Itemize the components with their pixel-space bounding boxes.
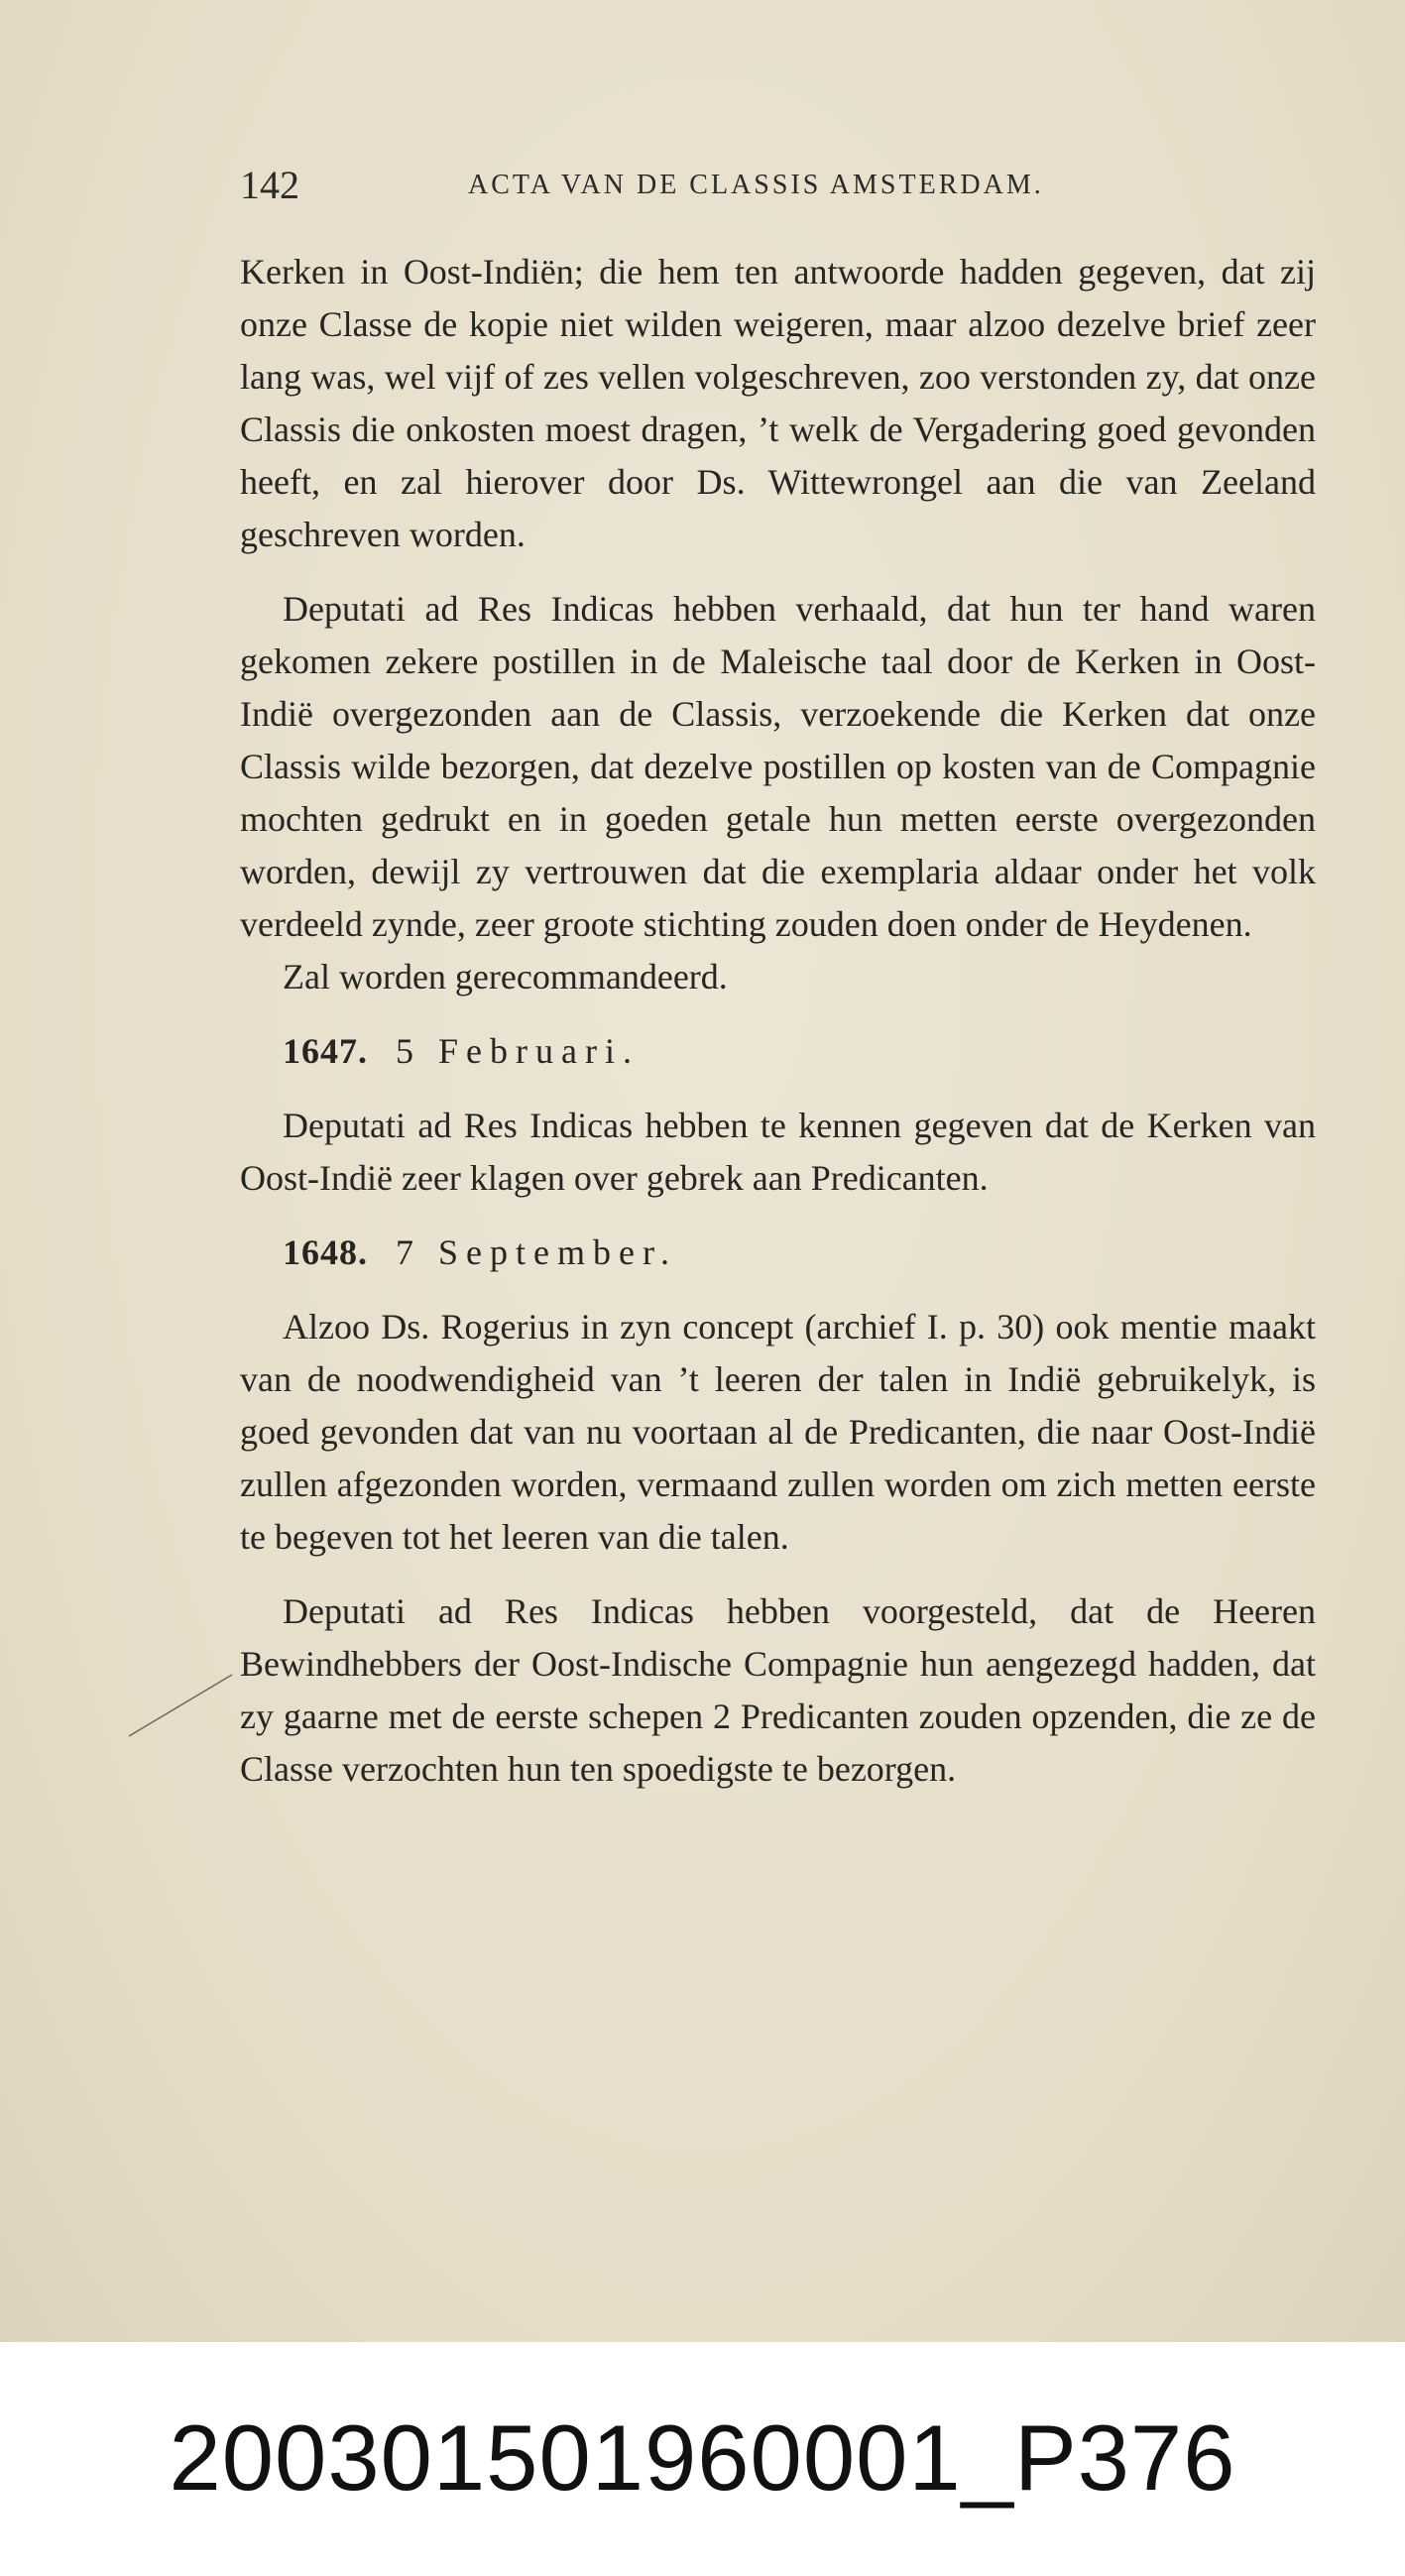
body-text — [240, 246, 1316, 1796]
paragraph-languages: Alzoo Ds. Rogerius in zyn concept (archief I. p. 30) ook mentie maakt van de noodwendigheid van ’t leeren der talen in Indië gebruikelyk, is goed gevonden dat van nu voortaan al de Predicanten, die naar Oost-Indië zullen afgezonden worden, vermaand zullen worden om zich metten eerste te begeven tot het leeren van die talen. — [240, 1307, 1316, 1557]
scan-identifier: 200301501960001_P376 — [169, 2405, 1236, 2510]
scan-footer — [0, 2342, 1405, 2576]
date-year: 1647. — [283, 1031, 368, 1071]
date-day-month: 5 Februari. — [396, 1031, 640, 1071]
paragraph-resolution: Zal worden gerecommandeerd. — [283, 957, 728, 996]
paragraph-postillen: Deputati ad Res Indicas hebben verhaald, dat hun ter hand waren gekomen zekere postillen in de Maleische taal door de Kerken in Oost-Indië overgezonden aan de Classis, verzoekende die Kerken dat onze Classis wilde bezorgen, dat dezelve postillen op kosten van de Compagnie mochten gedrukt en in goeden getale hun metten eerste overgezonden worden, dewijl zy vertrouwen dat die exemplaria aldaar onder het volk verdeeld zynde, zeer groote stichting zouden doen onder de Heydenen. — [240, 589, 1316, 944]
date-day-month: 7 September. — [396, 1232, 677, 1272]
paragraph-predicanten-shortage: Deputati ad Res Indicas hebben te kennen gegeven dat de Kerken van Oost-Indië zeer klagen over gebrek aan Predicanten. — [240, 1106, 1316, 1198]
paragraph-bewindhebbers: Deputati ad Res Indicas hebben voorgesteld, dat de Heeren Bewindhebbers der Oost-Indische Compagnie hun aengezegd hadden, dat zy gaarne met de eerste schepen 2 Predicanten zouden opzenden, die ze de Classe verzochten hun ten spoedigste te bezorgen. — [240, 1591, 1316, 1789]
running-title: ACTA VAN DE CLASSIS AMSTERDAM. — [468, 170, 1044, 200]
date-year: 1648. — [283, 1232, 368, 1272]
page-number: 142 — [240, 163, 299, 207]
date-heading-1647 — [240, 1025, 1316, 1078]
page-header — [240, 161, 1316, 210]
date-heading-1648 — [240, 1227, 1316, 1279]
pencil-margin-mark — [125, 1671, 234, 1740]
paragraph-continuation: Kerken in Oost-Indiën; die hem ten antwoorde hadden gegeven, dat zij onze Classe de kopie niet wilden weigeren, maar alzoo dezelve brief zeer lang was, wel vijf of zes vellen volgeschreven, zoo verstonden zy, dat onze Classis die onkosten moest dragen, ’t welk de Vergadering goed gevonden heeft, en zal hierover door Ds. Wittewrongel aan die van Zeeland geschreven worden. — [240, 252, 1316, 554]
